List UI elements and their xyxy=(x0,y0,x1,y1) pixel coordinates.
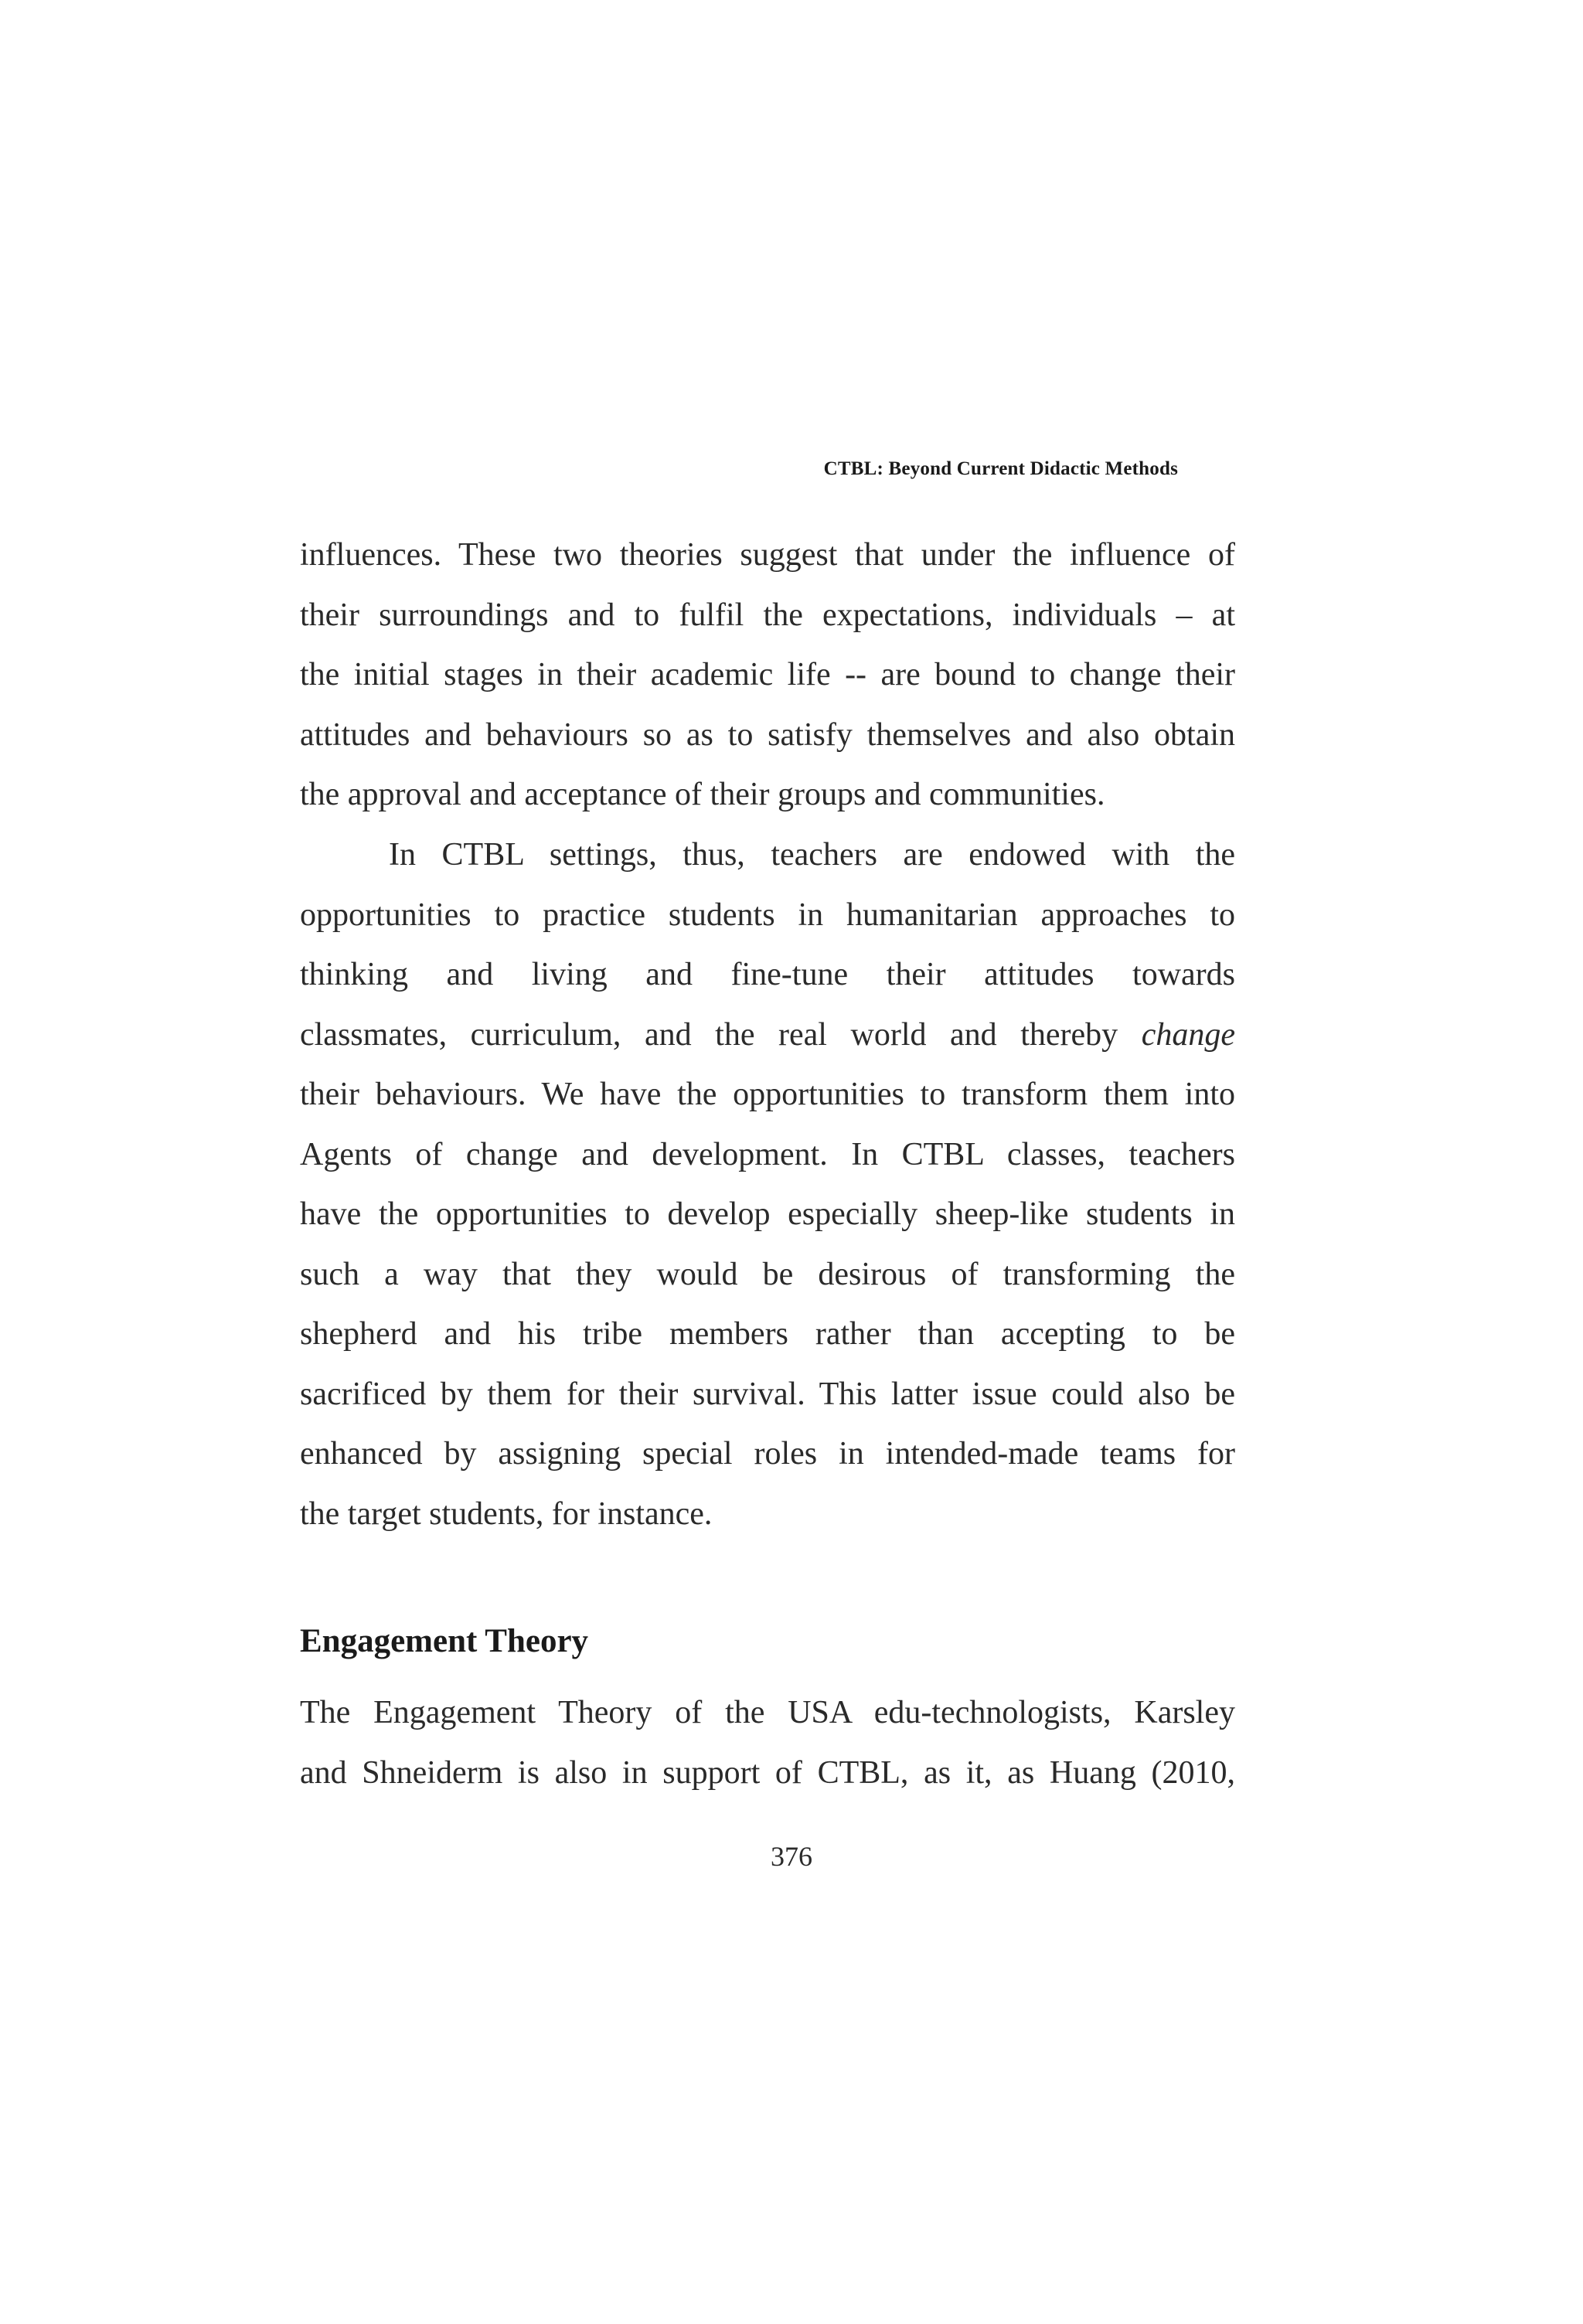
paragraph-1 xyxy=(300,526,1235,825)
text-line: thinking and living and fine-tune their attitudes towards xyxy=(300,957,1235,992)
text-line: their behaviours. We have the opportunities to transform them into xyxy=(300,1077,1235,1112)
paragraph-2 xyxy=(300,825,1235,1544)
text-line: Agents of change and development. In CTBL classes, teachers xyxy=(300,1136,1235,1172)
text-line: the initial stages in their academic life -- are bound to change their xyxy=(300,657,1235,692)
text-line: and Shneiderm is also in support of CTBL, as it, as Huang (2010, xyxy=(300,1754,1235,1791)
text-line-segment: classmates, curriculum, and the real world and thereby xyxy=(300,1016,1118,1053)
text-line-with-italic xyxy=(300,1005,1235,1066)
running-header: CTBL: Beyond Current Didactic Methods xyxy=(823,458,1178,479)
italic-word: change xyxy=(1141,1016,1235,1053)
text-line: The Engagement Theory of the USA edu-technologists, Karsley xyxy=(300,1695,1235,1730)
text-line: opportunities to practice students in humanitarian approaches to xyxy=(300,897,1235,933)
text-line: have the opportunities to develop especially sheep-like students in xyxy=(300,1196,1235,1232)
text-line: enhanced by assigning special roles in intended-made teams for xyxy=(300,1436,1235,1472)
text-line: their surroundings and to fulfil the expectations, individuals – at xyxy=(300,597,1235,633)
text-line: shepherd and his tribe members rather than accepting to be xyxy=(300,1316,1235,1352)
text-line: attitudes and behaviours so as to satisfy themselves and also obtain xyxy=(300,716,1235,753)
text-line: influences. These two theories suggest that under the influence of xyxy=(300,537,1235,573)
text-line: sacrificed by them for their survival. This latter issue could also be xyxy=(300,1376,1235,1412)
text-line: the approval and acceptance of their groups and communities. xyxy=(300,777,1105,812)
text-line: such a way that they would be desirous of transforming the xyxy=(300,1256,1235,1292)
section-heading: Engagement Theory xyxy=(300,1623,589,1659)
text-line: In CTBL settings, thus, teachers are endowed with the xyxy=(389,837,1235,873)
text-line: the target students, for instance. xyxy=(300,1495,713,1532)
page-number: 376 xyxy=(771,1841,812,1872)
paragraph-3 xyxy=(300,1683,1235,1803)
